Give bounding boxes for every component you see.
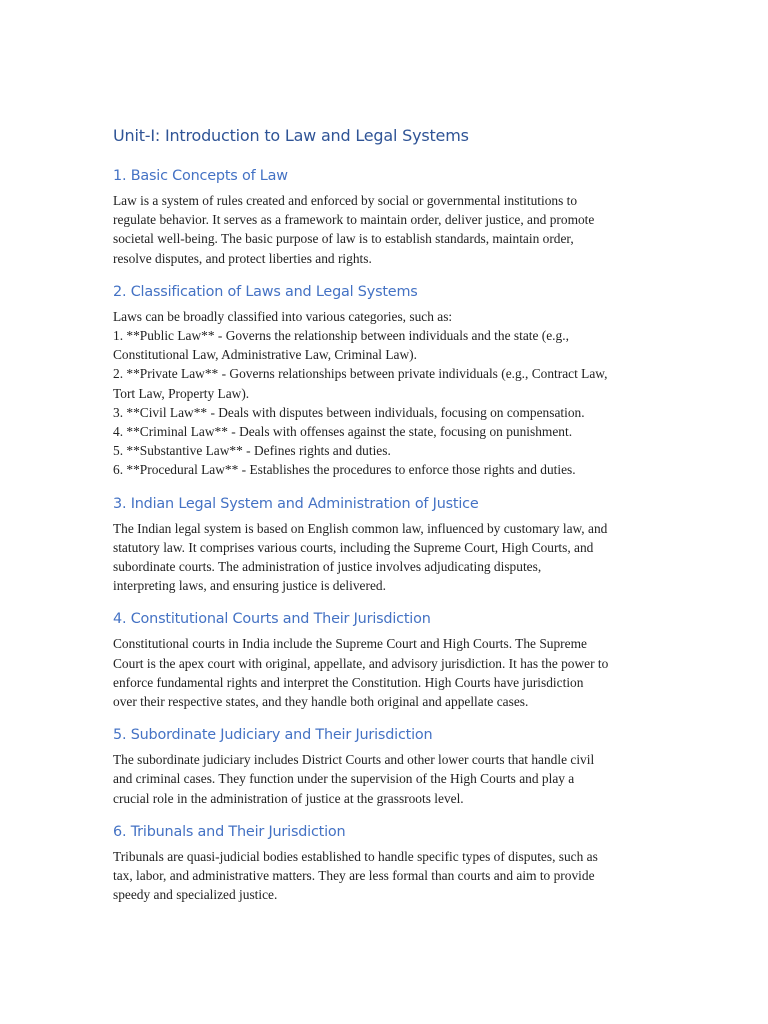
sections-container (113, 165, 658, 904)
paragraph-line: Tort Law, Property Law). (113, 385, 250, 401)
paragraph-line: Tribunals are quasi-judicial bodies established to handle specific types of disputes, such as (113, 848, 598, 864)
section-heading: 1. Basic Concepts of Law (113, 168, 288, 184)
document-section (113, 821, 658, 905)
document-section (113, 493, 658, 596)
paragraph-line: 1. **Public Law** - Governs the relationship between individuals and the state (e.g., (113, 328, 569, 344)
paragraph-line: crucial role in the administration of justice at the grassroots level. (113, 790, 464, 806)
paragraph-line: over their respective states, and they handle both original and appellate cases. (113, 694, 529, 710)
section-paragraph (113, 750, 658, 808)
section-heading: 3. Indian Legal System and Administration of Justice (113, 495, 479, 512)
paragraph-line: statutory law. It comprises various courts, including the Supreme Court, High Courts, and (113, 539, 594, 555)
document-section (113, 165, 658, 268)
paragraph-line: interpreting laws, and ensuring justice is delivered. (113, 578, 386, 594)
section-paragraph (113, 307, 658, 480)
section-paragraph (113, 847, 658, 905)
paragraph-line: Court is the apex court with original, appellate, and advisory jurisdiction. It has the power to (113, 655, 609, 671)
paragraph-line: The subordinate judiciary includes District Courts and other lower courts that handle civil (113, 752, 595, 768)
section-paragraph (113, 634, 658, 711)
paragraph-line: Constitutional Law, Administrative Law, Criminal Law). (113, 347, 417, 363)
document-section (113, 724, 658, 808)
paragraph-line: 3. **Civil Law** - Deals with disputes between individuals, focusing on compensation. (113, 404, 585, 420)
section-heading: 5. Subordinate Judiciary and Their Jurisdiction (113, 727, 433, 744)
paragraph-line: 5. **Substantive Law** - Defines rights and duties. (113, 443, 391, 459)
document-section (113, 608, 658, 711)
paragraph-line: The Indian legal system is based on English common law, influenced by customary law, and (113, 520, 608, 536)
paragraph-line: 2. **Private Law** - Governs relationships between private individuals (e.g., Contract Law, (113, 366, 608, 382)
section-heading: 4. Constitutional Courts and Their Jurisdiction (113, 611, 431, 628)
paragraph-line: subordinate courts. The administration of justice involves adjudicating disputes, (113, 559, 542, 575)
section-paragraph (113, 191, 658, 268)
paragraph-line: societal well-being. The basic purpose of law is to establish standards, maintain order, (113, 231, 574, 247)
document-content (113, 124, 658, 917)
paragraph-line: 6. **Procedural Law** - Establishes the procedures to enforce those rights and duties. (113, 462, 576, 478)
paragraph-line: enforce fundamental rights and interpret the Constitution. High Courts have jurisdiction (113, 674, 584, 690)
paragraph-line: 4. **Criminal Law** - Deals with offenses against the state, focusing on punishment. (113, 424, 573, 440)
section-heading: 6. Tribunals and Their Jurisdiction (113, 823, 346, 840)
paragraph-line: Law is a system of rules created and enforced by social or governmental institutions to (113, 193, 578, 208)
paragraph-line: Constitutional courts in India include the Supreme Court and High Courts. The Supreme (113, 636, 587, 652)
paragraph-line: and criminal cases. They function under the supervision of the High Courts and play a (113, 771, 575, 787)
paragraph-line: tax, labor, and administrative matters. They are less formal than courts and aim to provide (113, 868, 595, 884)
section-heading: 2. Classification of Laws and Legal Systems (113, 283, 418, 300)
paragraph-line: Laws can be broadly classified into various categories, such as: (113, 308, 453, 324)
paragraph-line: speedy and specialized justice. (113, 887, 278, 903)
section-paragraph (113, 519, 658, 596)
document-title: Unit-I: Introduction to Law and Legal Systems (113, 126, 469, 145)
paragraph-line: resolve disputes, and protect liberties and rights. (113, 250, 372, 266)
document-section (113, 281, 658, 480)
paragraph-line: regulate behavior. It serves as a framework to maintain order, deliver justice, and promote (113, 212, 595, 228)
